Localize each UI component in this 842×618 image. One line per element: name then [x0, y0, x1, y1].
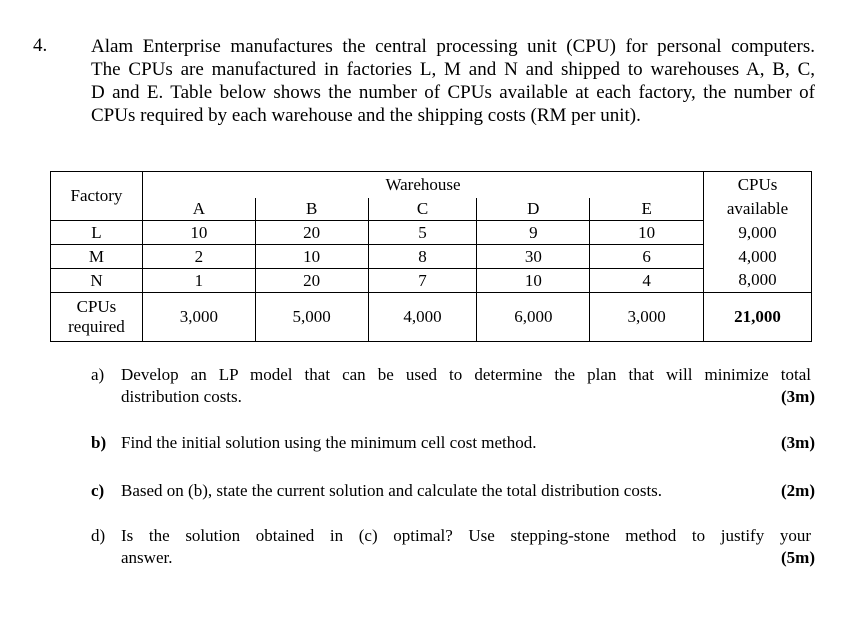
part-a	[91, 364, 815, 408]
part-marks: (5m)	[781, 548, 815, 567]
table-row	[51, 269, 812, 293]
cost-cell: 20	[255, 221, 368, 245]
part-text: Based on (b), state the current solution and calculate the total distribution costs.	[121, 481, 663, 500]
part-marks: (2m)	[781, 481, 815, 500]
available-cell: 4,000	[704, 245, 812, 269]
required-cell: 5,000	[255, 293, 368, 342]
available-cell: 8,000	[704, 269, 812, 293]
required-cell: 3,000	[142, 293, 255, 342]
cost-cell: 6	[590, 245, 704, 269]
factory-label: N	[51, 269, 143, 293]
cost-cell: 20	[255, 269, 368, 293]
question-intro	[91, 35, 815, 127]
required-cell: 6,000	[477, 293, 590, 342]
part-text-line: distribution costs.	[121, 387, 242, 406]
required-label-line: CPUs	[76, 297, 117, 316]
factory-header: Factory	[51, 172, 143, 221]
part-label: d)	[91, 526, 106, 545]
cost-cell: 10	[590, 221, 704, 245]
cpus-available-header: available	[704, 198, 812, 221]
intro-line: D and E. Table below shows the number of CPUs available at each factory, the number of	[91, 82, 815, 103]
warehouse-label: E	[590, 198, 704, 221]
required-cell: 4,000	[368, 293, 477, 342]
part-d	[91, 525, 815, 569]
cost-cell: 5	[368, 221, 477, 245]
part-text-line: Is the solution obtained in (c) optimal? Use stepping-stone method to justify your	[121, 526, 811, 545]
required-label-line: required	[68, 317, 125, 336]
warehouse-label: D	[477, 198, 590, 221]
cost-cell: 4	[590, 269, 704, 293]
cost-cell: 9	[477, 221, 590, 245]
intro-line: Alam Enterprise manufactures the central processing unit (CPU) for personal computers.	[91, 36, 815, 57]
question-number: 4.	[33, 35, 48, 56]
required-cell: 3,000	[590, 293, 704, 342]
cost-cell: 10	[255, 245, 368, 269]
warehouse-label: A	[142, 198, 255, 221]
available-cell: 9,000	[704, 221, 812, 245]
required-label	[51, 293, 143, 342]
warehouse-label: B	[255, 198, 368, 221]
required-row	[51, 293, 812, 342]
part-text: Find the initial solution using the minimum cell cost method.	[121, 433, 537, 452]
part-text-line: answer.	[121, 548, 173, 567]
part-marks: (3m)	[781, 387, 815, 406]
part-marks: (3m)	[781, 433, 815, 452]
table-row	[51, 221, 812, 245]
factory-label: M	[51, 245, 143, 269]
cpus-available-header: CPUs	[704, 172, 812, 199]
cost-cell: 10	[142, 221, 255, 245]
cost-cell: 30	[477, 245, 590, 269]
cost-cell: 7	[368, 269, 477, 293]
part-c	[91, 480, 815, 502]
transportation-table	[50, 171, 812, 342]
factory-label: L	[51, 221, 143, 245]
cost-cell: 8	[368, 245, 477, 269]
part-b	[91, 432, 815, 454]
warehouse-label: C	[368, 198, 477, 221]
warehouse-header: Warehouse	[142, 172, 703, 199]
part-label: c)	[91, 481, 105, 500]
part-text	[121, 525, 811, 569]
total-cell: 21,000	[704, 293, 812, 342]
cost-cell: 2	[142, 245, 255, 269]
part-label: b)	[91, 433, 107, 452]
cost-cell: 1	[142, 269, 255, 293]
intro-line: The CPUs are manufactured in factories L, M and N and shipped to warehouses A, B, C,	[91, 59, 815, 80]
part-text	[121, 364, 811, 408]
cost-cell: 10	[477, 269, 590, 293]
part-text-line: Develop an LP model that can be used to determine the plan that will minimize total	[121, 365, 811, 384]
header-row	[51, 172, 812, 199]
table-row	[51, 245, 812, 269]
part-label: a)	[91, 365, 105, 384]
warehouse-row	[51, 198, 812, 221]
intro-line: CPUs required by each warehouse and the shipping costs (RM per unit).	[91, 105, 641, 126]
